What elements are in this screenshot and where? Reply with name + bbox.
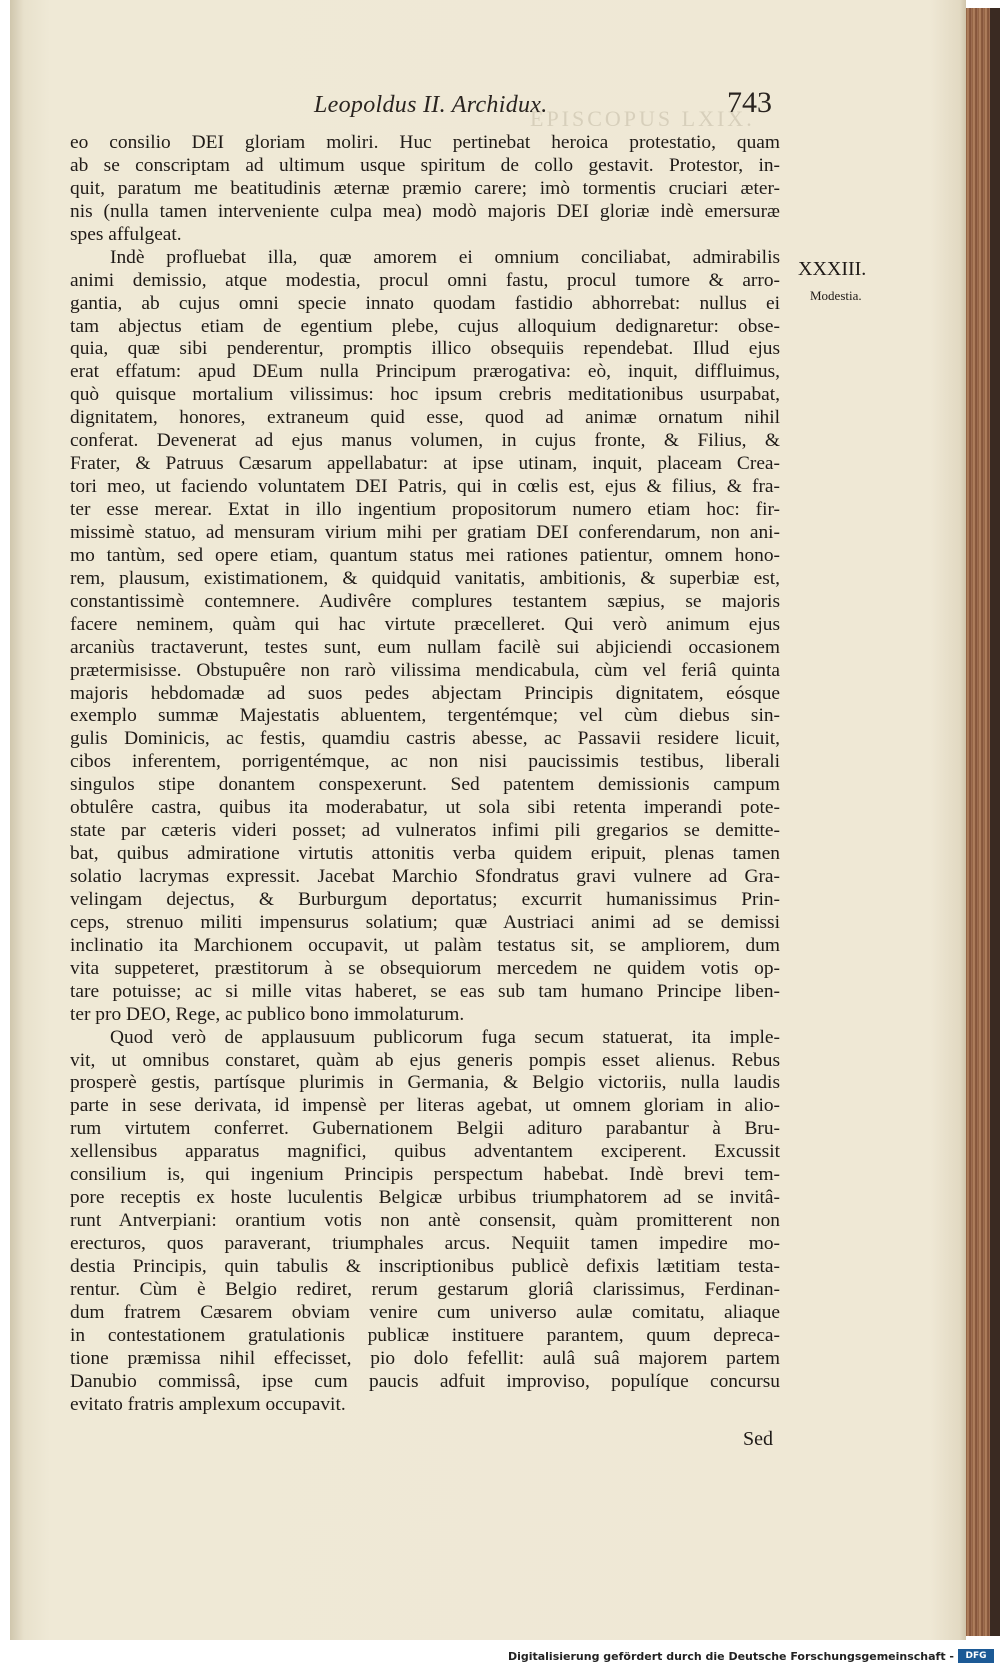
text-line: arcaniùs tractaverunt, testes sunt, eum nullam facilè sui abjiciendi occasionem [70, 636, 780, 658]
text-line: Danubio commissâ, ipse cum paucis adfuit improviso, populíque concursu [70, 1370, 780, 1392]
text-line: gantia, ab cujus omni specie innato quodam fastidio abhorrebat: nullus ei [70, 292, 780, 314]
text-line: ter pro DEO, Rege, ac publico bono immolaturum. [70, 1003, 465, 1025]
text-line: solatio lacrymas expressit. Jacebat Marchio Sfondratus gravi vulnere ad Gra- [70, 866, 780, 887]
text-line: in contestationem gratulationis publicæ instituere parantem, quum depreca- [70, 1324, 780, 1346]
text-line: ter esse merear. Extat in illo ingentium propositorum numero etiam hoc: fir- [70, 499, 780, 520]
text-line: xellensibus apparatus magnifici, quibus adventantem exciperent. Excussit [70, 1141, 780, 1163]
text-line: velingam dejectus, & Burburgum deportatus; excurrit humanissimus Prin- [70, 888, 780, 910]
text-line: vita suppeteret, præstitorum à se obsequiorum mercedem ne quidem votis op- [70, 957, 780, 979]
show-through-text: EPISCOPUS LXIX. [530, 106, 755, 131]
text-line: prætermisisse. Obstupuêre non rarò vilissima mendicabula, cùm vel feriâ quinta [70, 659, 780, 681]
text-line: majoris hebdomadæ ad suos pedes abjectam Principis dignitatem, eósque [70, 682, 780, 704]
book-page [10, 0, 966, 1640]
running-head [10, 86, 966, 130]
text-line: spes affulgeat. [70, 223, 182, 245]
text-line: gulis Dominicis, ac festis, quamdiu castris abesse, ac Passavii residere licuit, [70, 728, 780, 750]
text-line: nis (nulla tamen interveniente culpa mea) modò majoris DEI gloriæ indè emersuræ [70, 200, 780, 222]
text-line: dignitatem, honores, extraneum quid esse, quod ad animæ ornatum nihil [70, 407, 780, 429]
text-line: parte in sese derivata, id impensè per literas agebat, ut omnem gloriam in alio- [70, 1095, 780, 1117]
dfg-logo: DFG [958, 1649, 994, 1663]
text-line: Frater, & Patruus Cæsarum appellabatur: at ipse utinam, inquit, placeam Crea- [70, 453, 780, 475]
book-page-edges [966, 8, 992, 1636]
text-line: ceps, strenuo militi impensurus solatium; quæ Austriaci animi ad se demissi [70, 911, 780, 933]
text-line: erecturos, quos paraverant, triumphales arcus. Nequiit tamen impedire mo- [70, 1233, 780, 1254]
text-line: mo tantùm, sed opere etiam, quantum status mei rationes patientur, omnem hono- [70, 544, 780, 566]
text-line: consilium is, qui ingenium Principis perspectum habebat. Indè brevi tem- [70, 1164, 780, 1186]
body-text [70, 132, 780, 1417]
text-line: quia, quæ sibi penderentur, promptis illico obsequiis rependebat. Illud ejus [70, 338, 780, 360]
text-line: constantissimè contemnere. Audivêre complures testantem sæpius, se majoris [70, 590, 780, 612]
text-line: state par cæteris videri posset; ad vulneratos infimi pili gregarios se demitte- [70, 820, 780, 842]
text-line: bat, quibus admiratione virtutis attonitis verba quidem eripuit, plenas tamen [70, 843, 780, 865]
text-line: quò quisque mortalium vilissimus: hoc ipsum crebris meditationibus usurpabat, [70, 384, 780, 406]
text-line: conferat. Devenerat ad ejus manus volumen, in cujus fronte, & Filius, & [70, 430, 780, 452]
page-number: 743 [727, 86, 772, 119]
book-cover-edge [990, 8, 1000, 1636]
running-head-title: Leopoldus II. Archidux. [314, 92, 548, 118]
text-line: dum fratrem Cæsarem obviam venire cum universo aulæ comitatu, aliaque [70, 1301, 780, 1323]
footer-bar [0, 1641, 1000, 1671]
text-line: tori meo, ut faciendo voluntatem DEI Patris, qui in cœlis est, ejus & filius, & fra- [70, 476, 780, 498]
text-line: destia Principis, quin tabulis & inscriptionibus publicè defixis lætitiam testa- [70, 1255, 780, 1277]
text-line: eo consilio DEI gloriam moliri. Huc pertinebat heroica protestatio, quam [70, 132, 780, 153]
text-line: missimè statuo, ad mensuram virium mihi per gratiam DEI conferendarum, non ani- [70, 521, 780, 543]
margin-section-number: XXXIII. [798, 258, 867, 280]
text-line: ab se conscriptam ad ultimum usque spiritum de collo gestavit. Protestor, in- [70, 154, 780, 176]
text-line: tione præmissa nihil effecisset, pio dolo fefellit: aulâ suâ majorem partem [70, 1347, 780, 1369]
text-line: facere neminem, quàm qui hac virtute præcelleret. Qui verò animum ejus [70, 613, 780, 635]
text-line: evitato fratris amplexum occupavit. [70, 1393, 346, 1415]
text-line: cibos inferentem, porrigentémque, ac non nisi paucissimis testibus, liberali [70, 751, 780, 773]
text-line: vit, ut omnibus constaret, quàm ab ejus generis pompis esset alienus. Rebus [70, 1049, 780, 1071]
text-line: singulos stipe donantem conspexerunt. Sed patentem demissionis campum [70, 774, 780, 796]
text-line: quit, paratum me beatitudinis æternæ præmio carere; imò tormentis cruciari æter- [70, 177, 780, 199]
catchword: Sed [743, 1428, 773, 1450]
text-line: erat effatum: apud DEum nulla Principum prærogativa: eò, inquit, diffluimus, [70, 361, 780, 383]
text-line: inclinatio ita Marchionem occupavit, ut palàm testatus sit, se ampliorem, dum [70, 934, 780, 956]
text-line: obtulêre castra, quibus ita moderabatur, ut sola sibi retenta imperandi pote- [70, 797, 780, 819]
text-line: pore receptis ex hoste luculentis Belgicæ urbibus triumphatorem ad se invitâ- [70, 1187, 780, 1209]
text-line: rum virtutem conferret. Gubernationem Belgii adituro parabantur à Bru- [70, 1118, 780, 1140]
text-line: exemplo summæ Majestatis abluentem, tergentémque; vel cùm diebus sin- [70, 705, 780, 727]
funding-credit: Digitalisierung gefördert durch die Deutsche Forschungsgemeinschaft - [507, 1650, 954, 1663]
text-line: rem, plausum, existimationem, & quidquid vanitatis, ambitionis, & superbiæ est, [70, 567, 780, 589]
text-line: tam abjectus etiam de egentium plebe, cujus alloquium dedignaretur: obse- [70, 315, 780, 337]
text-line: Indè profluebat illa, quæ amorem ei omnium conciliabat, admirabilis [110, 246, 780, 268]
text-line: tare potuisse; ac si mille vitas haberet, se eas sub tam humano Principe liben- [70, 980, 780, 1002]
text-line: Quod verò de applausuum publicorum fuga secum statuerat, ita imple- [110, 1026, 780, 1048]
text-line: animi demissio, atque modestia, procul omni fastu, procul tumore & arro- [70, 269, 780, 291]
text-line: runt Antverpiani: orantium votis non antè consensit, quàm promitterent non [70, 1210, 780, 1232]
text-line: rentur. Cùm è Belgio rediret, rerum gestarum gloriâ clarissimus, Ferdinan- [70, 1278, 780, 1300]
text-line: prosperè gestis, partísque plurimis in Germania, & Belgio victoriis, nulla laudis [70, 1072, 780, 1094]
margin-section-label: Modestia. [810, 288, 862, 303]
